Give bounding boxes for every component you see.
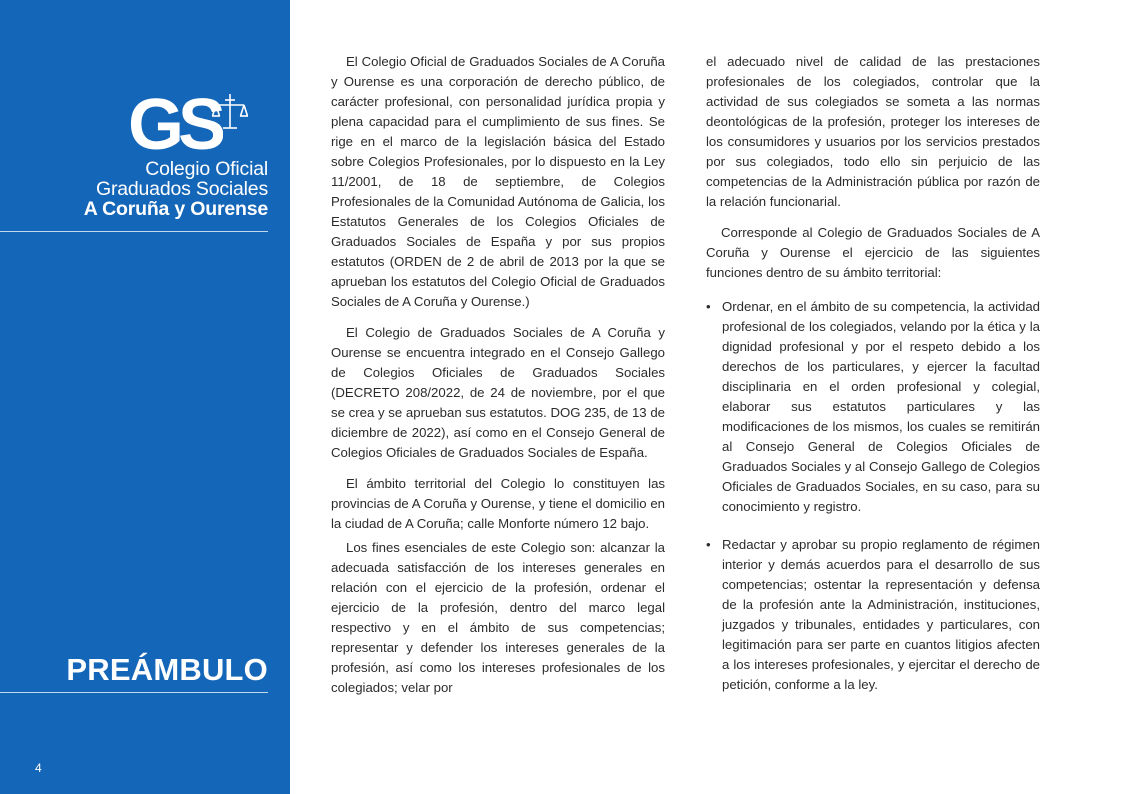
paragraph: El Colegio de Graduados Sociales de A Coruña y Ourense se encuentra integrado en el Consejo Gallego de Colegios Oficiales de Graduados Sociales (DECRETO 208/2022, de 24 de noviembre, por el que se crea y se aprueban sus estatutos. DOG 235, de 13 de diciembre de 2022), así como en el Consejo General de Colegios Oficiales de Graduados Sociales de España. — [331, 325, 665, 460]
divider-top — [0, 231, 268, 232]
list-item — [706, 297, 1040, 517]
paragraph-continuation: el adecuado nivel de calidad de las prestaciones profesionales de los colegiados, controlar que la actividad de sus colegiados se someta a las normas deontológicas de la profesión, proteger los intereses de los consumidores y usuarios por los servicios prestados por sus colegiados, todo ello sin perjuicio de las competencias de la Administración pública por razón de la relación funcionarial. — [706, 54, 1040, 209]
functions-list — [706, 297, 1040, 695]
paragraph: Corresponde al Colegio de Graduados Sociales de A Coruña y Ourense el ejercicio de las siguientes funciones dentro de su ámbito territorial: — [706, 225, 1040, 280]
sidebar-panel — [0, 0, 290, 794]
list-item — [706, 535, 1040, 695]
logo-text-line-2: Graduados Sociales — [95, 178, 268, 200]
divider-bottom — [0, 692, 268, 693]
list-item-text: Ordenar, en el ámbito de su competencia, la actividad profesional de los colegiados, velando por la ética y la dignidad profesional y por el respeto debido a los derechos de los particulares, y ejercer la facultad disciplinaria en el orden profesional y colegial, elaborar sus estatutos particulares y las modificaciones de los mismos, los cuales se remitirán al Consejo General de Colegios Oficiales de Graduados Sociales y al Consejo Gallego de Colegios Oficiales de Graduados Sociales, en su caso, para su conocimiento y registro. — [722, 299, 1040, 514]
paragraph: El Colegio Oficial de Graduados Sociales de A Coruña y Ourense es una corporación de derecho público, de carácter profesional, con personalidad jurídica propia y plena capacidad para el cumplimiento de sus fines. Se rige en el marco de la legislación básica del Estado sobre Colegios Profesionales, por lo dispuesto en la Ley 11/2001, de 18 de septiembre, de Colegios Profesionales de la Comunidad Autónoma de Galicia, los Estatutos Generales de los Colegios Oficiales de Graduados Sociales de España y por sus propios estatutos (ORDEN de 2 de abril de 2013 por la que se aprueban los estatutos del Colegio Oficial de Graduados Sociales de A Coruña y Ourense.) — [331, 54, 665, 309]
paragraph: El ámbito territorial del Colegio lo constituyen las provincias de A Coruña y Ourense, y tiene el domicilio en la ciudad de A Coruña; calle Monforte número 12 bajo. — [331, 476, 665, 531]
page-number: 4 — [35, 761, 42, 775]
logo-monogram — [128, 89, 223, 157]
section-title: PREÁMBULO — [66, 652, 268, 687]
scales-of-justice-icon — [212, 92, 248, 132]
logo-text-line-1: Colegio Oficial — [145, 158, 268, 180]
logo-monogram-text: GS — [128, 89, 221, 157]
logo — [75, 89, 280, 227]
bullet-icon: • — [706, 537, 711, 552]
left-text-column — [331, 52, 665, 709]
logo-text-line-3: A Coruña y Ourense — [83, 198, 268, 220]
bullet-icon: • — [706, 299, 711, 314]
paragraph: Los fines esenciales de este Colegio son: alcanzar la adecuada satisfacción de los intereses generales en relación con el ejercicio de la profesión, ordenar el ejercicio de la profesión, dentro del marco legal respectivo y en el ámbito de sus competencias; representar y defender los intereses generales de la profesión, así como los intereses profesionales de los colegiados; velar por — [331, 540, 665, 695]
right-text-column — [706, 52, 1040, 713]
list-item-text: Redactar y aprobar su propio reglamento de régimen interior y demás acuerdos para el desarrollo de sus competencias; ostentar la representación y defensa de la profesión ante la Administración, instituciones, juzgados y tribunales, entidades y particulares, con legitimación para ser parte en cuantos litigios afecten a los intereses profesionales, y ejercitar el derecho de petición, conforme a la ley. — [722, 537, 1040, 692]
